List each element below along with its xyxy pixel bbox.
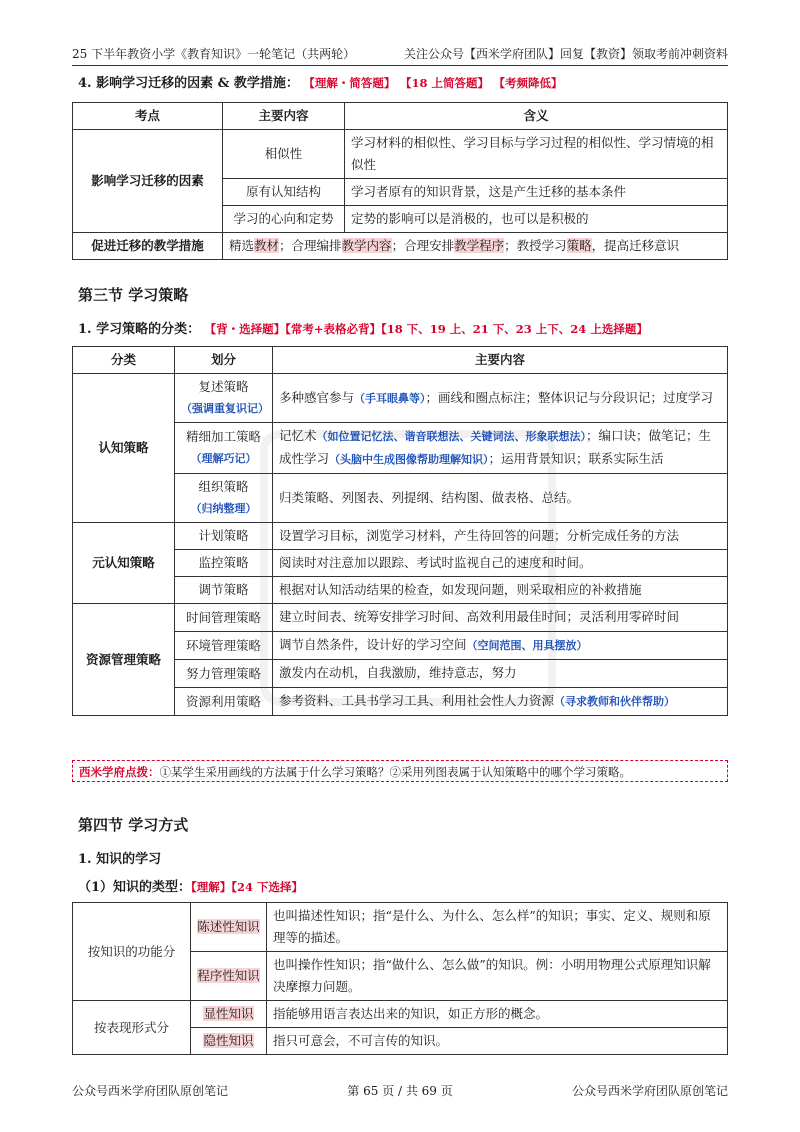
item-cell <box>175 474 273 523</box>
tag: 【背・选择题】 <box>204 322 286 336</box>
group-cell: 认知策略 <box>73 374 175 523</box>
item-label: 精细加工策略 <box>185 429 261 444</box>
tag: 【24 下选择】 <box>231 880 304 894</box>
tip-text: ①某学生采用画线的方法属于什么学习策略？②采用列图表属于认知策略中的哪个学习策略。 <box>159 765 631 779</box>
table-header: 考点 <box>73 103 223 130</box>
content-cell <box>273 604 728 632</box>
content-cell <box>273 632 728 660</box>
content-text: 生成性学习 <box>279 428 712 466</box>
knowledge-table <box>72 902 728 1055</box>
measure-text: ，提高迁移意识 <box>591 238 680 253</box>
group-cell: 元认知策略 <box>73 523 175 604</box>
page-number: 第 65 页 / 共 69 页 <box>347 1084 453 1098</box>
header-right: 关注公众号【西米学府团队】回复【教资】领取考前冲刺资料 <box>403 47 728 61</box>
content-cell <box>273 374 728 423</box>
content-text: 多种感官参与 <box>279 389 355 405</box>
content-note: （如位置记忆法、谐音联想法、关键词法、形象联想法） <box>316 430 587 443</box>
content-cell: 设置学习目标，浏览学习材料，产生待回答的问题；分析完成任务的方法 <box>273 523 728 550</box>
item-cell: 时间管理策略 <box>175 604 273 632</box>
tag: 【常考+表格必背】 <box>285 322 382 336</box>
type-cell <box>191 1028 267 1055</box>
content-cell: 根据对认知活动结果的检查，如发现问题，则采取相应的补救措施 <box>273 577 728 604</box>
knowledge-type-title: （1）知识的类型： <box>78 880 192 895</box>
type-label: 隐性知识 <box>203 1033 254 1048</box>
table-header: 主要内容 <box>223 103 345 130</box>
meaning-cell: 定势的影响可以是消极的，也可以是积极的 <box>345 206 728 233</box>
content-text: 参考资料、工具书学习工具、利用社会性人力资源 <box>279 693 555 708</box>
measure-highlight: 教材 <box>254 238 280 253</box>
table-header: 划分 <box>175 347 273 374</box>
knowledge-type-heading <box>78 876 303 895</box>
measure-text: ；合理编排 <box>279 238 342 253</box>
desc-cell: 指能够用语言表达出来的知识，如正方形的概念。 <box>267 1001 728 1028</box>
item-label: 组织策略 <box>198 479 249 494</box>
strategy-title: 1. 学习策略的分类： <box>78 322 201 337</box>
page-header <box>72 40 728 66</box>
type-label: 陈述性知识 <box>197 919 260 934</box>
item-note: （强调重复识记） <box>181 402 269 415</box>
item-cell: 环境管理策略 <box>175 632 273 660</box>
tag: 【18 上简答题】 <box>399 76 489 90</box>
item-cell: 监控策略 <box>175 550 273 577</box>
tip-label: 西米学府点拨： <box>79 765 160 779</box>
meaning-cell: 学习者原有的知识背景，这是产生迁移的基本条件 <box>345 179 728 206</box>
content-text: ；编口诀；做笔记； <box>586 428 699 443</box>
tag: 【理解・简答题】 <box>303 76 396 90</box>
type-cell <box>191 952 267 1001</box>
content-cell <box>273 688 728 716</box>
item-cell: 调节策略 <box>175 577 273 604</box>
content-text: 记忆术 <box>279 428 317 443</box>
item-label: 复述策略 <box>198 379 249 394</box>
knowledge-heading: 1. 知识的学习 <box>78 852 162 867</box>
page-footer <box>72 1082 728 1099</box>
footer-right: 公众号西米学府团队原创笔记 <box>571 1084 728 1098</box>
content-cell: 归类策略、列图表、列提纲、结构图、做表格、总结。 <box>273 474 728 523</box>
item-cell: 资源利用策略 <box>175 688 273 716</box>
group-cell: 促进迁移的教学措施 <box>73 233 223 260</box>
table-header: 含义 <box>345 103 728 130</box>
transfer-title: 4. 影响学习迁移的因素 & 教学措施： <box>78 76 299 91</box>
item-note: （理解巧记） <box>190 452 257 465</box>
measure-highlight: 教学内容 <box>341 238 392 253</box>
type-label: 显性知识 <box>203 1006 254 1021</box>
table-header: 主要内容 <box>273 347 728 374</box>
tag: 【理解】 <box>191 880 232 894</box>
item-cell: 相似性 <box>223 130 345 179</box>
desc-cell: 也叫操作性知识；指“做什么、怎么做”的知识。例：小明用物理公式原理知识解决摩擦力问题。 <box>267 952 728 1001</box>
item-cell: 计划策略 <box>175 523 273 550</box>
transfer-table <box>72 102 728 260</box>
group-cell: 资源管理策略 <box>73 604 175 716</box>
measure-highlight: 教学程序 <box>454 238 505 253</box>
table-header: 分类 <box>73 347 175 374</box>
group-cell: 影响学习迁移的因素 <box>73 130 223 233</box>
type-label: 程序性知识 <box>197 968 260 983</box>
content-text: ；画线和圈点标注；整体识记与分段识记；过度学习 <box>425 389 714 405</box>
content-note: （空间范围、用具摆放） <box>466 639 588 652</box>
measure-highlight: 策略 <box>566 238 592 253</box>
content-note: （寻求教师和伙伴帮助） <box>554 695 676 708</box>
transfer-heading <box>78 72 563 91</box>
type-cell <box>191 903 267 952</box>
item-note: （归纳整理） <box>190 502 257 515</box>
content-cell <box>273 423 728 474</box>
desc-cell: 指只可意会，不可言传的知识。 <box>267 1028 728 1055</box>
measure-text: 精选 <box>229 238 255 253</box>
group-cell: 按表现形式分 <box>73 1001 191 1055</box>
strategy-table <box>72 346 728 716</box>
type-cell <box>191 1001 267 1028</box>
measure-text: ；教授学习 <box>504 238 567 253</box>
content-text: 调节自然条件，设计好的学习空间 <box>279 637 467 652</box>
item-cell: 学习的心向和定势 <box>223 206 345 233</box>
item-cell <box>175 374 273 423</box>
content-text: ；运用背景知识；联系实际生活 <box>488 451 664 466</box>
tip-box <box>72 760 728 782</box>
meaning-cell: 学习材料的相似性、学习目标与学习过程的相似性、学习情境的相似性 <box>345 130 728 179</box>
content-text: 激发内在动机，自我激励，维持意志，努力 <box>279 665 517 680</box>
content-note: （手耳眼鼻等） <box>354 391 426 405</box>
measures-cell <box>223 233 728 260</box>
group-cell: 按知识的功能分 <box>73 903 191 1001</box>
measure-text: ；合理安排 <box>391 238 455 253</box>
item-cell <box>175 423 273 474</box>
content-note: （头脑中生成图像帮助理解知识） <box>329 453 489 466</box>
section-3-title: 第三节 学习策略 <box>78 286 189 304</box>
strategy-heading <box>78 318 648 337</box>
content-cell: 阅读时对注意加以跟踪、考试时监视自己的速度和时间。 <box>273 550 728 577</box>
footer-left: 公众号西米学府团队原创笔记 <box>72 1084 229 1098</box>
item-cell: 原有认知结构 <box>223 179 345 206</box>
item-cell: 努力管理策略 <box>175 660 273 688</box>
header-left: 25 下半年教资小学《教育知识》一轮笔记（共两轮） <box>72 47 356 61</box>
tag: 【18 下、19 上、21 下、23 上下、24 上选择题】 <box>381 322 648 336</box>
content-text: 建立时间表、统筹安排学习时间、高效利用最佳时间；灵活利用零碎时间 <box>279 609 680 624</box>
content-cell <box>273 660 728 688</box>
tag: 【考频降低】 <box>493 76 563 90</box>
desc-cell: 也叫描述性知识；指“是什么、为什么、怎么样”的知识；事实、定义、规则和原理等的描述。 <box>267 903 728 952</box>
section-4-title: 第四节 学习方式 <box>78 816 189 834</box>
